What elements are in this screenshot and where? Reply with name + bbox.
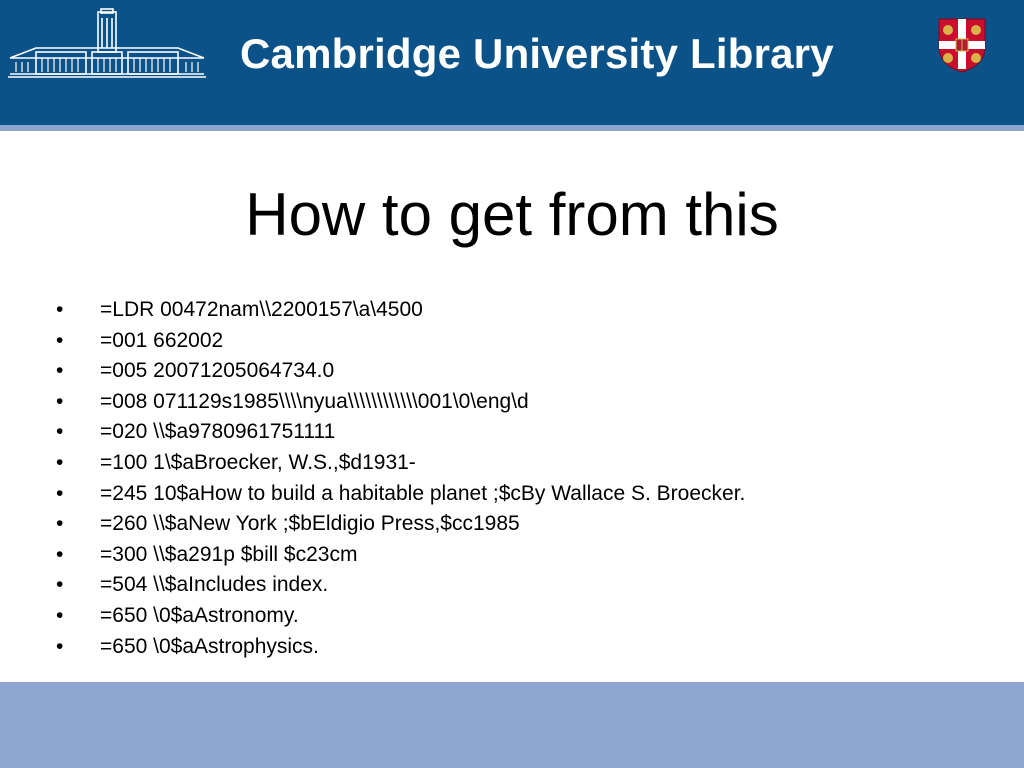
bullet-icon: • [56,420,64,444]
marc-record-text: =650 \0$aAstronomy. [100,603,299,627]
marc-record-line [56,326,745,357]
marc-record-line [56,540,745,571]
library-name: Cambridge University Library [240,30,834,77]
marc-record-text: =260 \\$aNew York ;$bEldigio Press,$cc1985 [100,512,520,536]
bullet-icon: • [56,298,64,321]
marc-record-line [56,601,745,632]
marc-record-text: =LDR 00472nam\\2200157\a\4500 [100,298,423,321]
marc-record-list [56,295,745,662]
marc-record-text: =020 \\$a9780961751111 [100,420,336,444]
bullet-icon: • [56,512,64,536]
bullet-icon: • [56,481,64,505]
marc-record-text: =300 \\$a291p $bill $c23cm [100,542,358,566]
marc-record-text: =100 1\$aBroecker, W.S.,$d1931- [100,450,416,474]
marc-record-text: =001 662002 [100,328,224,352]
library-building-icon [6,8,208,80]
bullet-icon: • [56,634,64,658]
bullet-icon: • [56,450,64,474]
marc-record-line [56,632,745,663]
marc-record-text: =650 \0$aAstrophysics. [100,634,319,658]
marc-record-line [56,479,745,510]
marc-record-text: =504 \\$aIncludes index. [100,573,329,597]
marc-record-text: =245 10$aHow to build a habitable planet ;$cBy Wallace S. Broecker. [100,481,746,505]
marc-record-line [56,387,745,418]
bullet-icon: • [56,389,64,413]
bullet-icon: • [56,542,64,566]
bullet-icon: • [56,359,64,383]
bullet-icon: • [56,603,64,627]
header-stripe [0,125,1024,131]
university-crest-icon [937,17,987,73]
marc-record-line [56,417,745,448]
bullet-icon: • [56,328,64,352]
footer-bar [0,682,1024,768]
marc-record-line [56,448,745,479]
marc-record-text: =008 071129s1985\\\\nyua\\\\\\\\\\\\001\0\eng\d [100,389,529,413]
marc-record-line [56,509,745,540]
header-bar [0,0,1024,125]
slide-title: How to get from this [245,181,779,248]
marc-record-line [56,570,745,601]
marc-record-line [56,356,745,387]
marc-record-text: =005 20071205064734.0 [100,359,335,383]
marc-record-line [56,295,745,326]
bullet-icon: • [56,573,64,597]
